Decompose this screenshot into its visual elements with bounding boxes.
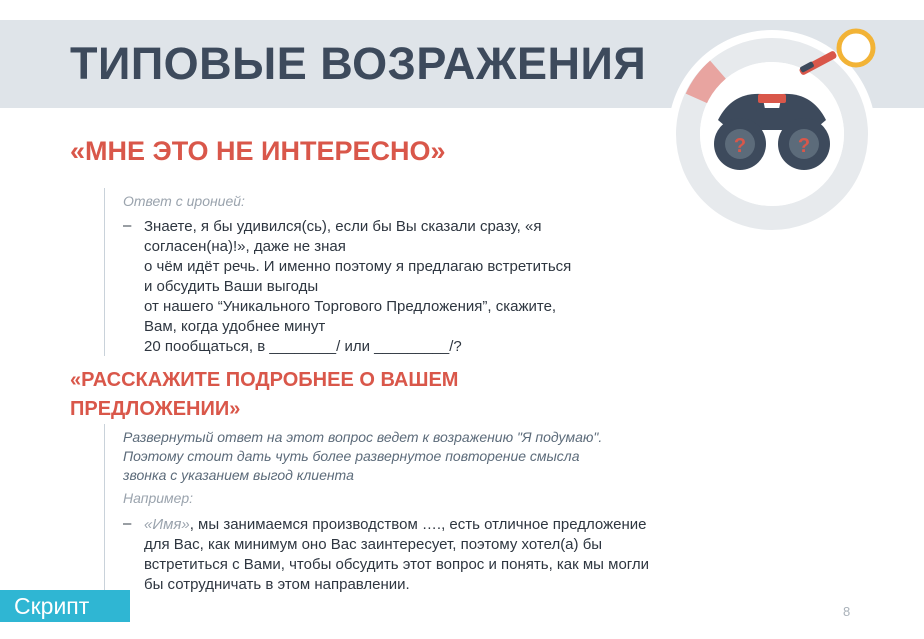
answer-line: Вам, когда удобнее минут: [144, 318, 326, 335]
explanation-text: [123, 428, 763, 485]
example-line-rest: , мы занимаемся производством …., есть отличное предложение: [189, 516, 647, 533]
binoculars-illustration: [660, 16, 924, 246]
vertical-rule: [104, 424, 105, 592]
answer-line: согласен(на)!», даже не зная: [144, 238, 346, 255]
answer-line: о чём идёт речь. И именно поэтому я предлагаю встретиться: [144, 258, 572, 275]
name-placeholder: «Имя»: [144, 516, 190, 533]
script-tag: Скрипт: [0, 590, 130, 622]
example-line: [144, 515, 649, 535]
question-mark-icon: ?: [733, 135, 747, 157]
section-heading-not-interested: «МНЕ ЭТО НЕ ИНТЕРЕСНО»: [70, 136, 446, 166]
explanation-line: Поэтому стоит дать чуть более развернутое повторение смысла: [123, 448, 580, 464]
example-line: бы сотрудничать в этом направлении.: [144, 576, 410, 593]
example-line: встретиться с Вами, чтобы обсудить этот вопрос и понять, как мы могли: [144, 556, 650, 573]
page-number: 8: [843, 604, 851, 619]
answer-line: Знаете, я бы удивился(сь), если бы Вы сказали сразу, «я: [144, 218, 542, 235]
vertical-rule: [104, 188, 105, 356]
bullet-dash: –: [123, 217, 132, 234]
page-title: ТИПОВЫЕ ВОЗРАЖЕНИЯ: [70, 38, 647, 89]
explanation-line: звонка с указанием выгод клиента: [123, 467, 354, 483]
bullet-dash: –: [123, 515, 132, 532]
example-line: для Вас, как минимум оно Вас заинтересует, поэтому хотел(а) бы: [144, 536, 603, 553]
question-mark-icon: ?: [797, 135, 811, 157]
answer-line: 20 пообщаться, в ________/ или _________/?: [144, 338, 462, 355]
answer-text: [144, 217, 571, 357]
answer-line: от нашего “Уникального Торгового Предложения”, скажите,: [144, 298, 557, 315]
section-heading-line: ПРЕДЛОЖЕНИИ»: [70, 398, 241, 420]
answer-line: и обсудить Ваши выгоды: [144, 278, 319, 295]
section-heading-line: «РАССКАЖИТЕ ПОДРОБНЕЕ О ВАШЕМ: [70, 369, 459, 391]
answer-note: Ответ с иронией:: [123, 193, 245, 209]
section-heading-tell-more: [70, 366, 550, 424]
example-label: Например:: [123, 490, 194, 506]
example-text: [144, 515, 649, 595]
explanation-line: Развернутый ответ на этот вопрос ведет к возражению "Я подумаю".: [123, 429, 603, 445]
